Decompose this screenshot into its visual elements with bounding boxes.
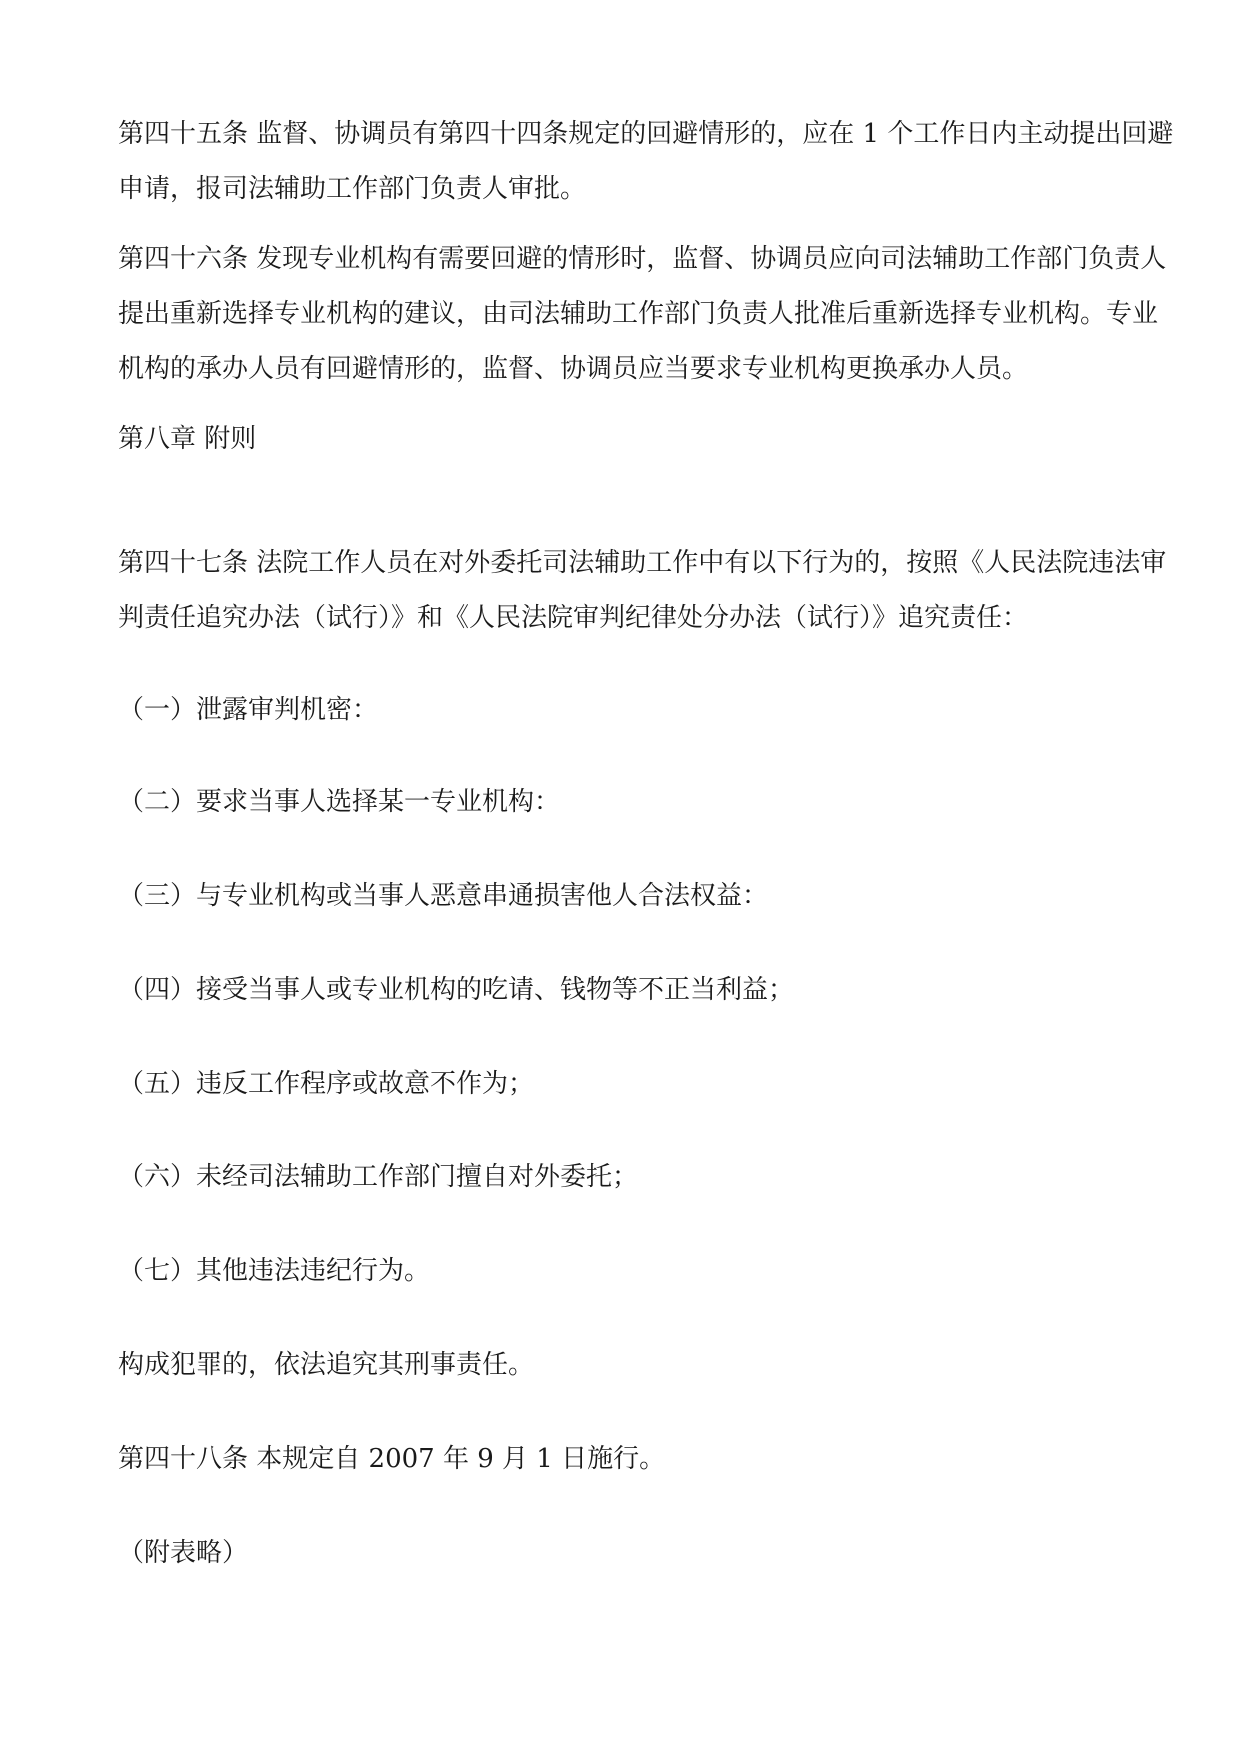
article-46-line-2: 提出重新选择专业机构的建议，由司法辅助工作部门负责人批准后重新选择专业机构。专业 xyxy=(118,299,1159,329)
crime-clause xyxy=(118,1338,1126,1393)
chapter-8-title: 第八章 附则 xyxy=(118,424,257,454)
list-item-text: （六）未经司法辅助工作部门擅自对外委托； xyxy=(118,1162,639,1192)
crime-clause-text: 构成犯罪的，依法追究其刑事责任。 xyxy=(118,1350,535,1380)
list-item-4 xyxy=(118,963,1126,1018)
article-47-line-2: 判责任追究办法（试行）》和《人民法院审判纪律处分办法（试行）》追究责任： xyxy=(118,603,1029,633)
article-45-line-2: 申请，报司法辅助工作部门负责人审批。 xyxy=(118,174,587,204)
list-item-5 xyxy=(118,1057,1126,1112)
list-item-text: （三）与专业机构或当事人恶意串通损害他人合法权益： xyxy=(118,881,769,911)
article-48 xyxy=(118,1432,1126,1487)
list-item-1 xyxy=(118,683,1126,738)
list-item-text: （四）接受当事人或专业机构的吃请、钱物等不正当利益； xyxy=(118,975,795,1005)
article-46-line-3: 机构的承办人员有回避情形的，监督、协调员应当要求专业机构更换承办人员。 xyxy=(118,354,1029,384)
appendix-note-text: （附表略） xyxy=(118,1538,249,1568)
article-46 xyxy=(118,232,1167,397)
list-item-3 xyxy=(118,869,1126,924)
list-item-text: （七）其他违法违纪行为。 xyxy=(118,1256,431,1286)
list-item-7 xyxy=(118,1244,1126,1299)
list-item-text: （五）违反工作程序或故意不作为； xyxy=(118,1069,535,1099)
list-item-6 xyxy=(118,1150,1126,1205)
article-45 xyxy=(118,107,1174,217)
list-item-text: （一）泄露审判机密： xyxy=(118,695,379,725)
article-45-line-1: 第四十五条 监督、协调员有第四十四条规定的回避情形的，应在 1 个工作日内主动提出回避 xyxy=(118,119,1174,149)
chapter-8-heading xyxy=(118,412,1126,467)
article-48-text: 第四十八条 本规定自 2007 年 9 月 1 日施行。 xyxy=(118,1444,666,1474)
article-47-line-1: 第四十七条 法院工作人员在对外委托司法辅助工作中有以下行为的，按照《人民法院违法审 xyxy=(118,548,1167,578)
article-47 xyxy=(118,536,1167,646)
appendix-note xyxy=(118,1526,1126,1581)
list-item-2 xyxy=(118,775,1126,830)
list-item-text: （二）要求当事人选择某一专业机构： xyxy=(118,787,561,817)
article-46-line-1: 第四十六条 发现专业机构有需要回避的情形时，监督、协调员应向司法辅助工作部门负责人 xyxy=(118,244,1167,274)
